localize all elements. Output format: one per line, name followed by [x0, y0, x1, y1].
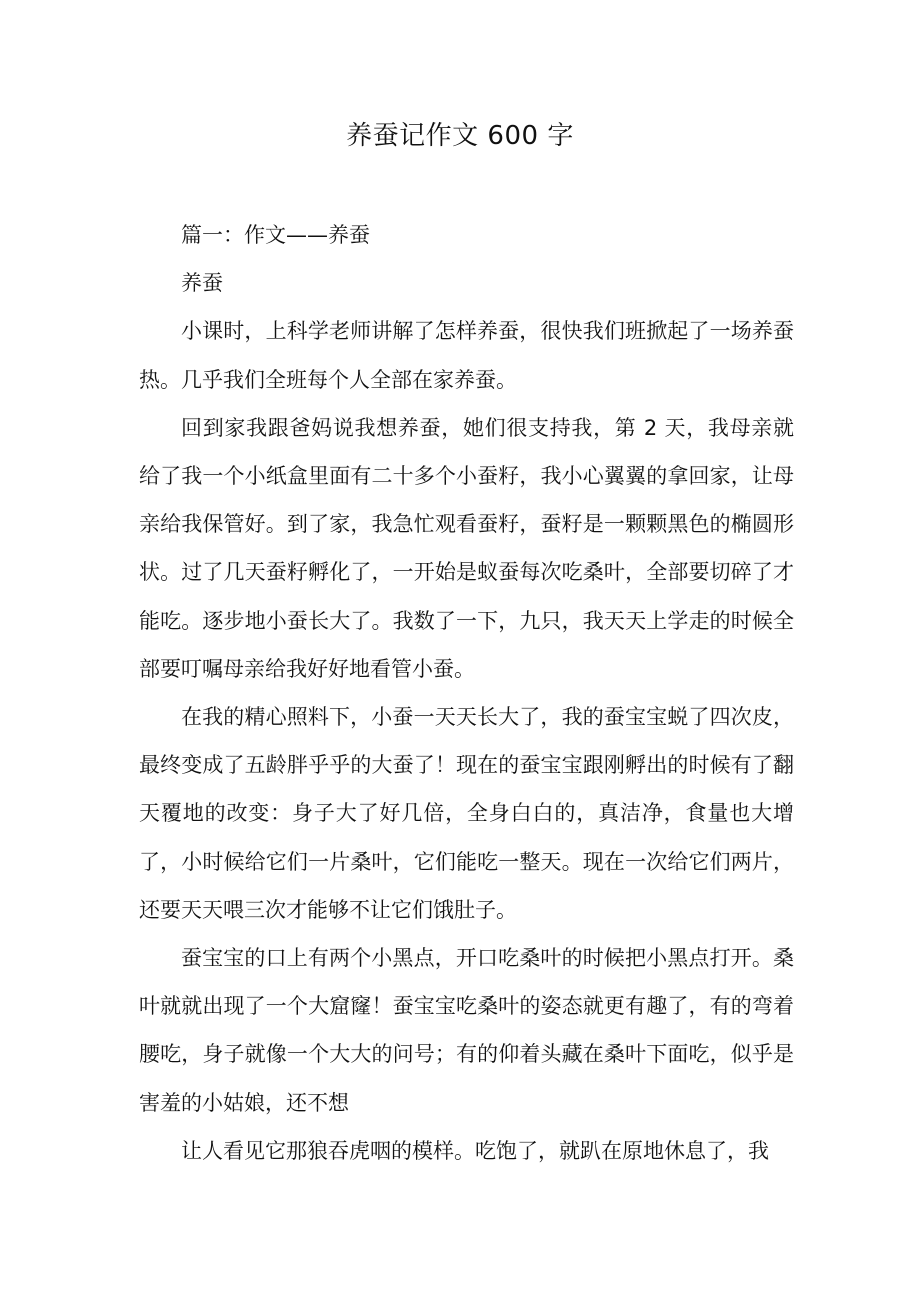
paragraph: 让人看见它那狼吞虎咽的模样。吃饱了，就趴在原地休息了，我 — [181, 1138, 769, 1163]
document-body — [139, 211, 794, 1175]
paragraph: 蚕宝宝的口上有两个小黑点，开口吃桑叶的时候把小黑点打开。桑叶就就出现了一个大窟窿！蚕宝宝吃桑叶的姿态就更有趣了，有的弯着腰吃，身子就像一个大大的问号；有的仰着头藏在桑叶下面吃，似乎是害羞的小姑娘，还不想 — [139, 946, 794, 1115]
document-title: 养蚕记作文 600 字 — [346, 121, 574, 151]
essay-title: 养蚕 — [181, 271, 223, 296]
paragraph: 在我的精心照料下，小蚕一天天长大了，我的蚕宝宝蜕了四次皮，最终变成了五龄胖乎乎的大蚕了！现在的蚕宝宝跟刚孵出的时候有了翻天覆地的改变：身子大了好几倍，全身白白的，真洁净，食量也大增了，小时候给它们一片桑叶，它们能吃一整天。现在一次给它们两片，还要天天喂三次才能够不让它们饿肚子。 — [139, 705, 794, 922]
section-heading: 篇一：作文——养蚕 — [181, 223, 370, 247]
paragraph: 小课时，上科学老师讲解了怎样养蚕，很快我们班掀起了一场养蚕热。几乎我们全班每个人全部在家养蚕。 — [139, 319, 794, 392]
paragraph: 回到家我跟爸妈说我想养蚕，她们很支持我，第 2 天，我母亲就给了我一个小纸盒里面有二十多个小蚕籽，我小心翼翼的拿回家，让母亲给我保管好。到了家，我急忙观看蚕籽，蚕籽是一颗颗黑色的椭圆形状。过了几天蚕籽孵化了，一开始是蚁蚕每次吃桑叶，全部要切碎了才能吃。逐步地小蚕长大了。我数了一下，九只，我天天上学走的时候全部要叮嘱母亲给我好好地看管小蚕。 — [139, 415, 794, 681]
